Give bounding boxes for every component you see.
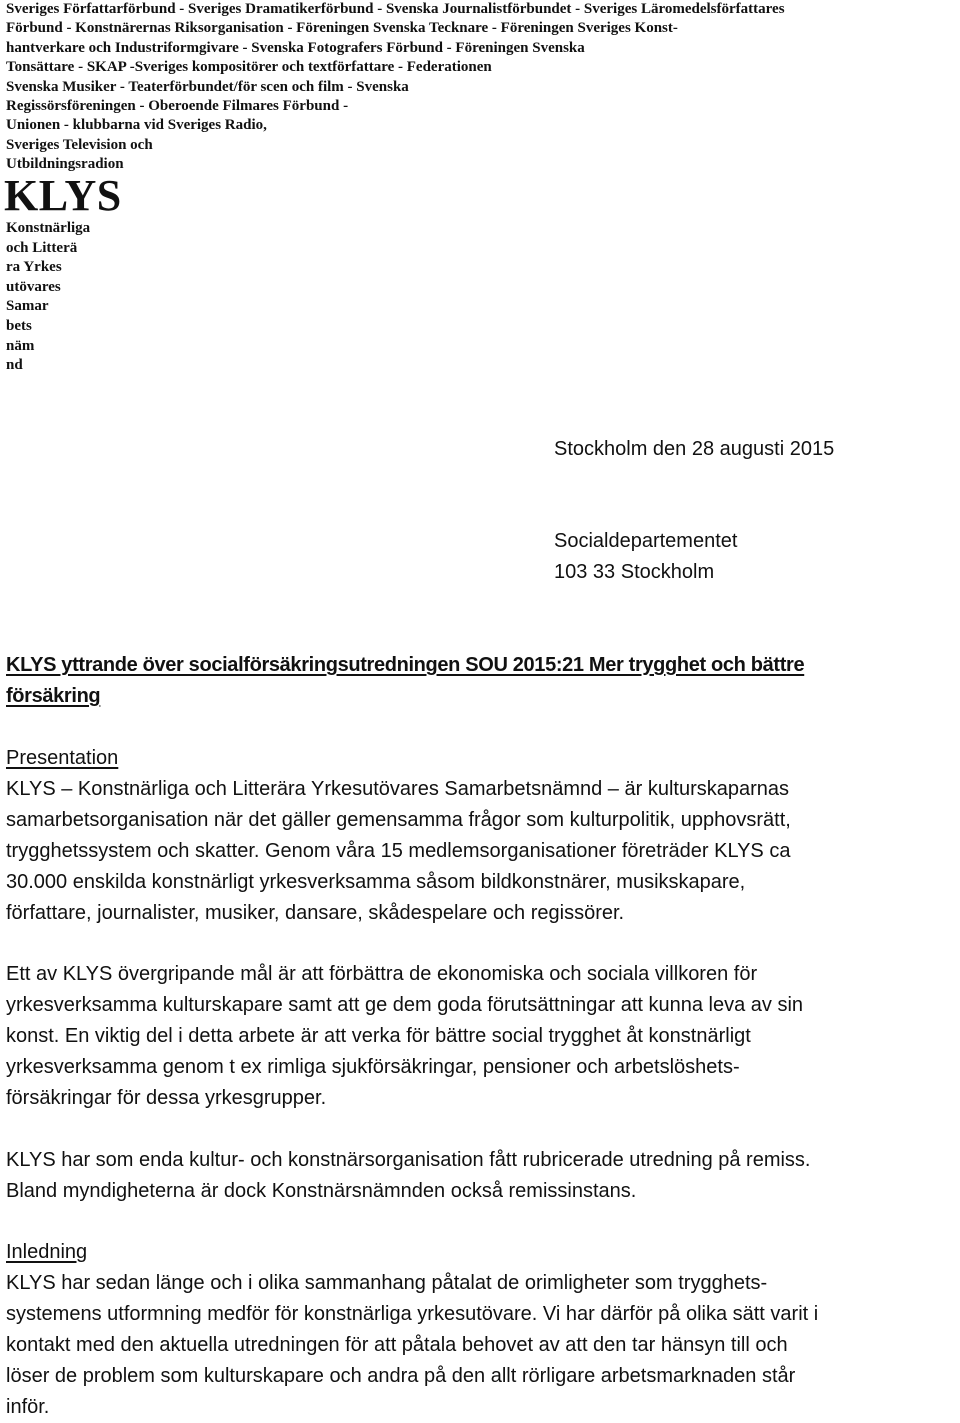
organizations-line: Svenska Musiker - Teaterförbundet/för scen och film - Svenska: [6, 78, 409, 95]
organizations-line: hantverkare och Industriformgivare - Svenska Fotografers Förbund - Föreningen Svenska: [6, 39, 585, 56]
paragraph-line: försäkringar för dessa yrkesgrupper.: [6, 1087, 327, 1109]
paragraph-line: systemens utformning medför för konstnärliga yrkesutövare. Vi har därför på olika sätt varit i: [6, 1303, 819, 1325]
place-date-text: Stockholm den 28 augusti 2015: [554, 438, 835, 460]
paragraph-line: samarbetsorganisation när det gäller gemensamma frågor som kulturpolitik, upphovsrätt,: [6, 809, 791, 831]
subject-line: KLYS yttrande över socialförsäkringsutredningen SOU 2015:21 Mer trygghet och bättre: [6, 654, 805, 676]
klys-logo: KLYS: [4, 171, 122, 220]
paragraph-line: yrkesverksamma genom t ex rimliga sjukförsäkringar, pensioner och arbetslöshets-: [6, 1056, 740, 1078]
logo-subtitle-line: utövares: [6, 278, 61, 295]
organizations-line: Tonsättare - SKAP -Sveriges kompositörer och textförfattare - Federationen: [6, 59, 492, 76]
paragraph-line: Ett av KLYS övergripande mål är att förbättra de ekonomiska och sociala villkoren för: [6, 963, 758, 985]
organizations-line: Sveriges Författarförbund - Sveriges Dramatikerförbund - Svenska Journalistförbundet - Sveriges Läromedelsförfattares: [6, 1, 785, 17]
paragraph-line: kontakt med den aktuella utredningen för att påtala behovet av att den tar hänsyn till och: [6, 1334, 788, 1356]
paragraph-line: författare, journalister, musiker, dansare, skådespelare och regissörer.: [6, 902, 625, 924]
member-organizations-list: [6, 0, 785, 175]
subject-line: försäkring: [6, 685, 101, 707]
recipient-line: Socialdepartementet: [554, 530, 738, 552]
paragraph-line: 30.000 enskilda konstnärligt yrkesverksamma såsom bildkonstnärer, musikskapare,: [6, 871, 746, 893]
logo-subtitle-line: näm: [6, 337, 35, 354]
place-date: [554, 434, 834, 465]
organizations-line: Förbund - Konstnärernas Riksorganisation - Föreningen Svenska Tecknare - Föreningen Sveriges Konst-: [6, 20, 678, 37]
paragraph-line: trygghetssystem och skatter. Genom våra 15 medlemsorganisationer företräder KLYS ca: [6, 840, 791, 862]
recipient-line: 103 33 Stockholm: [554, 561, 715, 583]
logo-subtitle-line: bets: [6, 317, 32, 334]
paragraph-line: KLYS har som enda kultur- och konstnärsorganisation fått rubricerade utredning på remiss.: [6, 1149, 811, 1171]
logo-subtitle-line: Samar: [6, 298, 49, 315]
paragraph-line: KLYS har sedan länge och i olika sammanhang påtalat de orimligheter som trygghets-: [6, 1272, 768, 1294]
presentation-paragraph-3: [6, 1145, 811, 1207]
organizations-line: Regissörsföreningen - Oberoende Filmares Förbund -: [6, 98, 349, 115]
presentation-section: [6, 743, 791, 929]
logo-subtitle-line: ra Yrkes: [6, 259, 62, 276]
organizations-line: Utbildningsradion: [6, 156, 124, 173]
paragraph-line: konst. En viktig del i detta arbete är att verka för bättre social trygghet åt konstnärligt: [6, 1025, 751, 1047]
logo-subtitle-line: Konstnärliga: [6, 220, 91, 236]
inledning-heading: Inledning: [6, 1241, 88, 1263]
logo-subtitle-line: och Litterä: [6, 239, 78, 256]
organizations-line: Unionen - klubbarna vid Sveriges Radio,: [6, 117, 267, 134]
logo-subtitle: [6, 219, 90, 376]
inledning-section: [6, 1237, 818, 1423]
organizations-line: Sveriges Television och: [6, 136, 153, 153]
recipient-address: [554, 526, 737, 588]
paragraph-line: yrkesverksamma kulturskapare samt att ge dem goda förutsättningar att kunna leva av sin: [6, 994, 804, 1016]
paragraph-line: inför.: [6, 1396, 50, 1418]
paragraph-line: Bland myndigheterna är dock Konstnärsnämnden också remissinstans.: [6, 1180, 637, 1202]
paragraph-line: löser de problem som kulturskapare och andra på den allt rörligare arbetsmarknaden står: [6, 1365, 796, 1387]
logo-subtitle-line: nd: [6, 357, 23, 374]
subject-heading: [6, 650, 804, 712]
paragraph-line: KLYS – Konstnärliga och Litterära Yrkesutövares Samarbetsnämnd – är kulturskaparnas: [6, 778, 790, 800]
presentation-heading: Presentation: [6, 747, 119, 769]
presentation-paragraph-2: [6, 959, 803, 1114]
